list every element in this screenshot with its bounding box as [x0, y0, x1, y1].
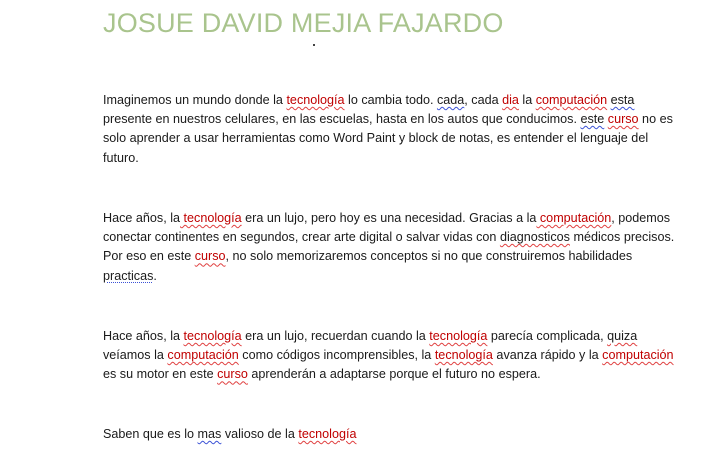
- text-run: lo cambia todo.: [344, 93, 437, 107]
- spelling-flagged-word: quiza: [607, 329, 638, 343]
- grammar-flagged-word: practicas: [103, 268, 154, 283]
- highlighted-word: curso: [217, 367, 248, 382]
- text-run: Saben que es lo: [103, 427, 198, 441]
- text-run: no es solo aprender a usar herramientas como Word Paint y block de notas, es entender el lenguaje del futuro.: [103, 112, 673, 165]
- paragraph-1[interactable]: [103, 91, 683, 168]
- text-run: médicos precisos. Por eso en este: [103, 230, 675, 264]
- text-run: avanza rápido y la: [492, 348, 603, 363]
- highlighted-word: computación: [535, 93, 608, 107]
- text-run: , podemos conectar continentes en segundos, crear arte digital o salvar vidas con: [103, 211, 671, 245]
- text-run: Hace años, la: [103, 211, 181, 225]
- spelling-flagged-word: diagnosticos: [499, 230, 570, 245]
- text-run: era un lujo, pero hoy es una necesidad. Gracias a la: [241, 211, 537, 225]
- text-run: como códigos incomprensibles, la: [238, 348, 435, 363]
- text-run: Hace años, la: [103, 329, 184, 343]
- text-run: veíamos la: [103, 348, 168, 363]
- highlighted-word: tecnología: [286, 93, 345, 107]
- highlighted-word: computación: [536, 211, 612, 225]
- highlighted-word: dia: [502, 93, 519, 107]
- paragraph-4[interactable]: [103, 425, 683, 444]
- document-title: JOSUE DAVID MEJIA FAJARDO: [103, 8, 504, 38]
- paragraph-2[interactable]: [103, 209, 683, 286]
- text-run: era un lujo, recuerdan cuando la: [241, 329, 430, 343]
- grammar-flagged-word: este: [580, 112, 605, 127]
- grammar-flagged-word: mas: [197, 427, 222, 441]
- text-run: Imaginemos un mundo donde la: [103, 93, 287, 107]
- grammar-flagged-word: cada: [436, 93, 465, 107]
- text-run: , no solo memorizaremos conceptos si no que construiremos habilidades: [225, 249, 633, 264]
- text-run: es su motor en este: [103, 367, 218, 382]
- highlighted-word: computación: [167, 348, 239, 363]
- highlighted-word: computación: [602, 348, 674, 363]
- text-run: presente en nuestros celulares, en las escuelas, hasta en los autos que conducimos.: [103, 112, 581, 127]
- highlighted-word: tecnología: [429, 329, 488, 343]
- highlighted-word: tecnología: [298, 427, 357, 441]
- highlighted-word: curso: [607, 112, 639, 127]
- text-run: la: [518, 93, 536, 107]
- text-run: valioso de la: [221, 427, 299, 441]
- text-run: , cada: [464, 93, 503, 107]
- grammar-flagged-word: esta: [610, 93, 635, 107]
- text-run: .: [153, 268, 157, 283]
- text-cursor: [313, 44, 315, 46]
- highlighted-word: tecnología: [180, 211, 242, 225]
- text-run: aprenderán a adaptarse porque el futuro no espera.: [247, 367, 541, 382]
- highlighted-word: curso: [194, 249, 226, 264]
- highlighted-word: tecnología: [183, 329, 242, 343]
- highlighted-word: tecnología: [434, 348, 493, 363]
- text-run: parecía complicada,: [487, 329, 608, 343]
- paragraph-3[interactable]: [103, 327, 683, 385]
